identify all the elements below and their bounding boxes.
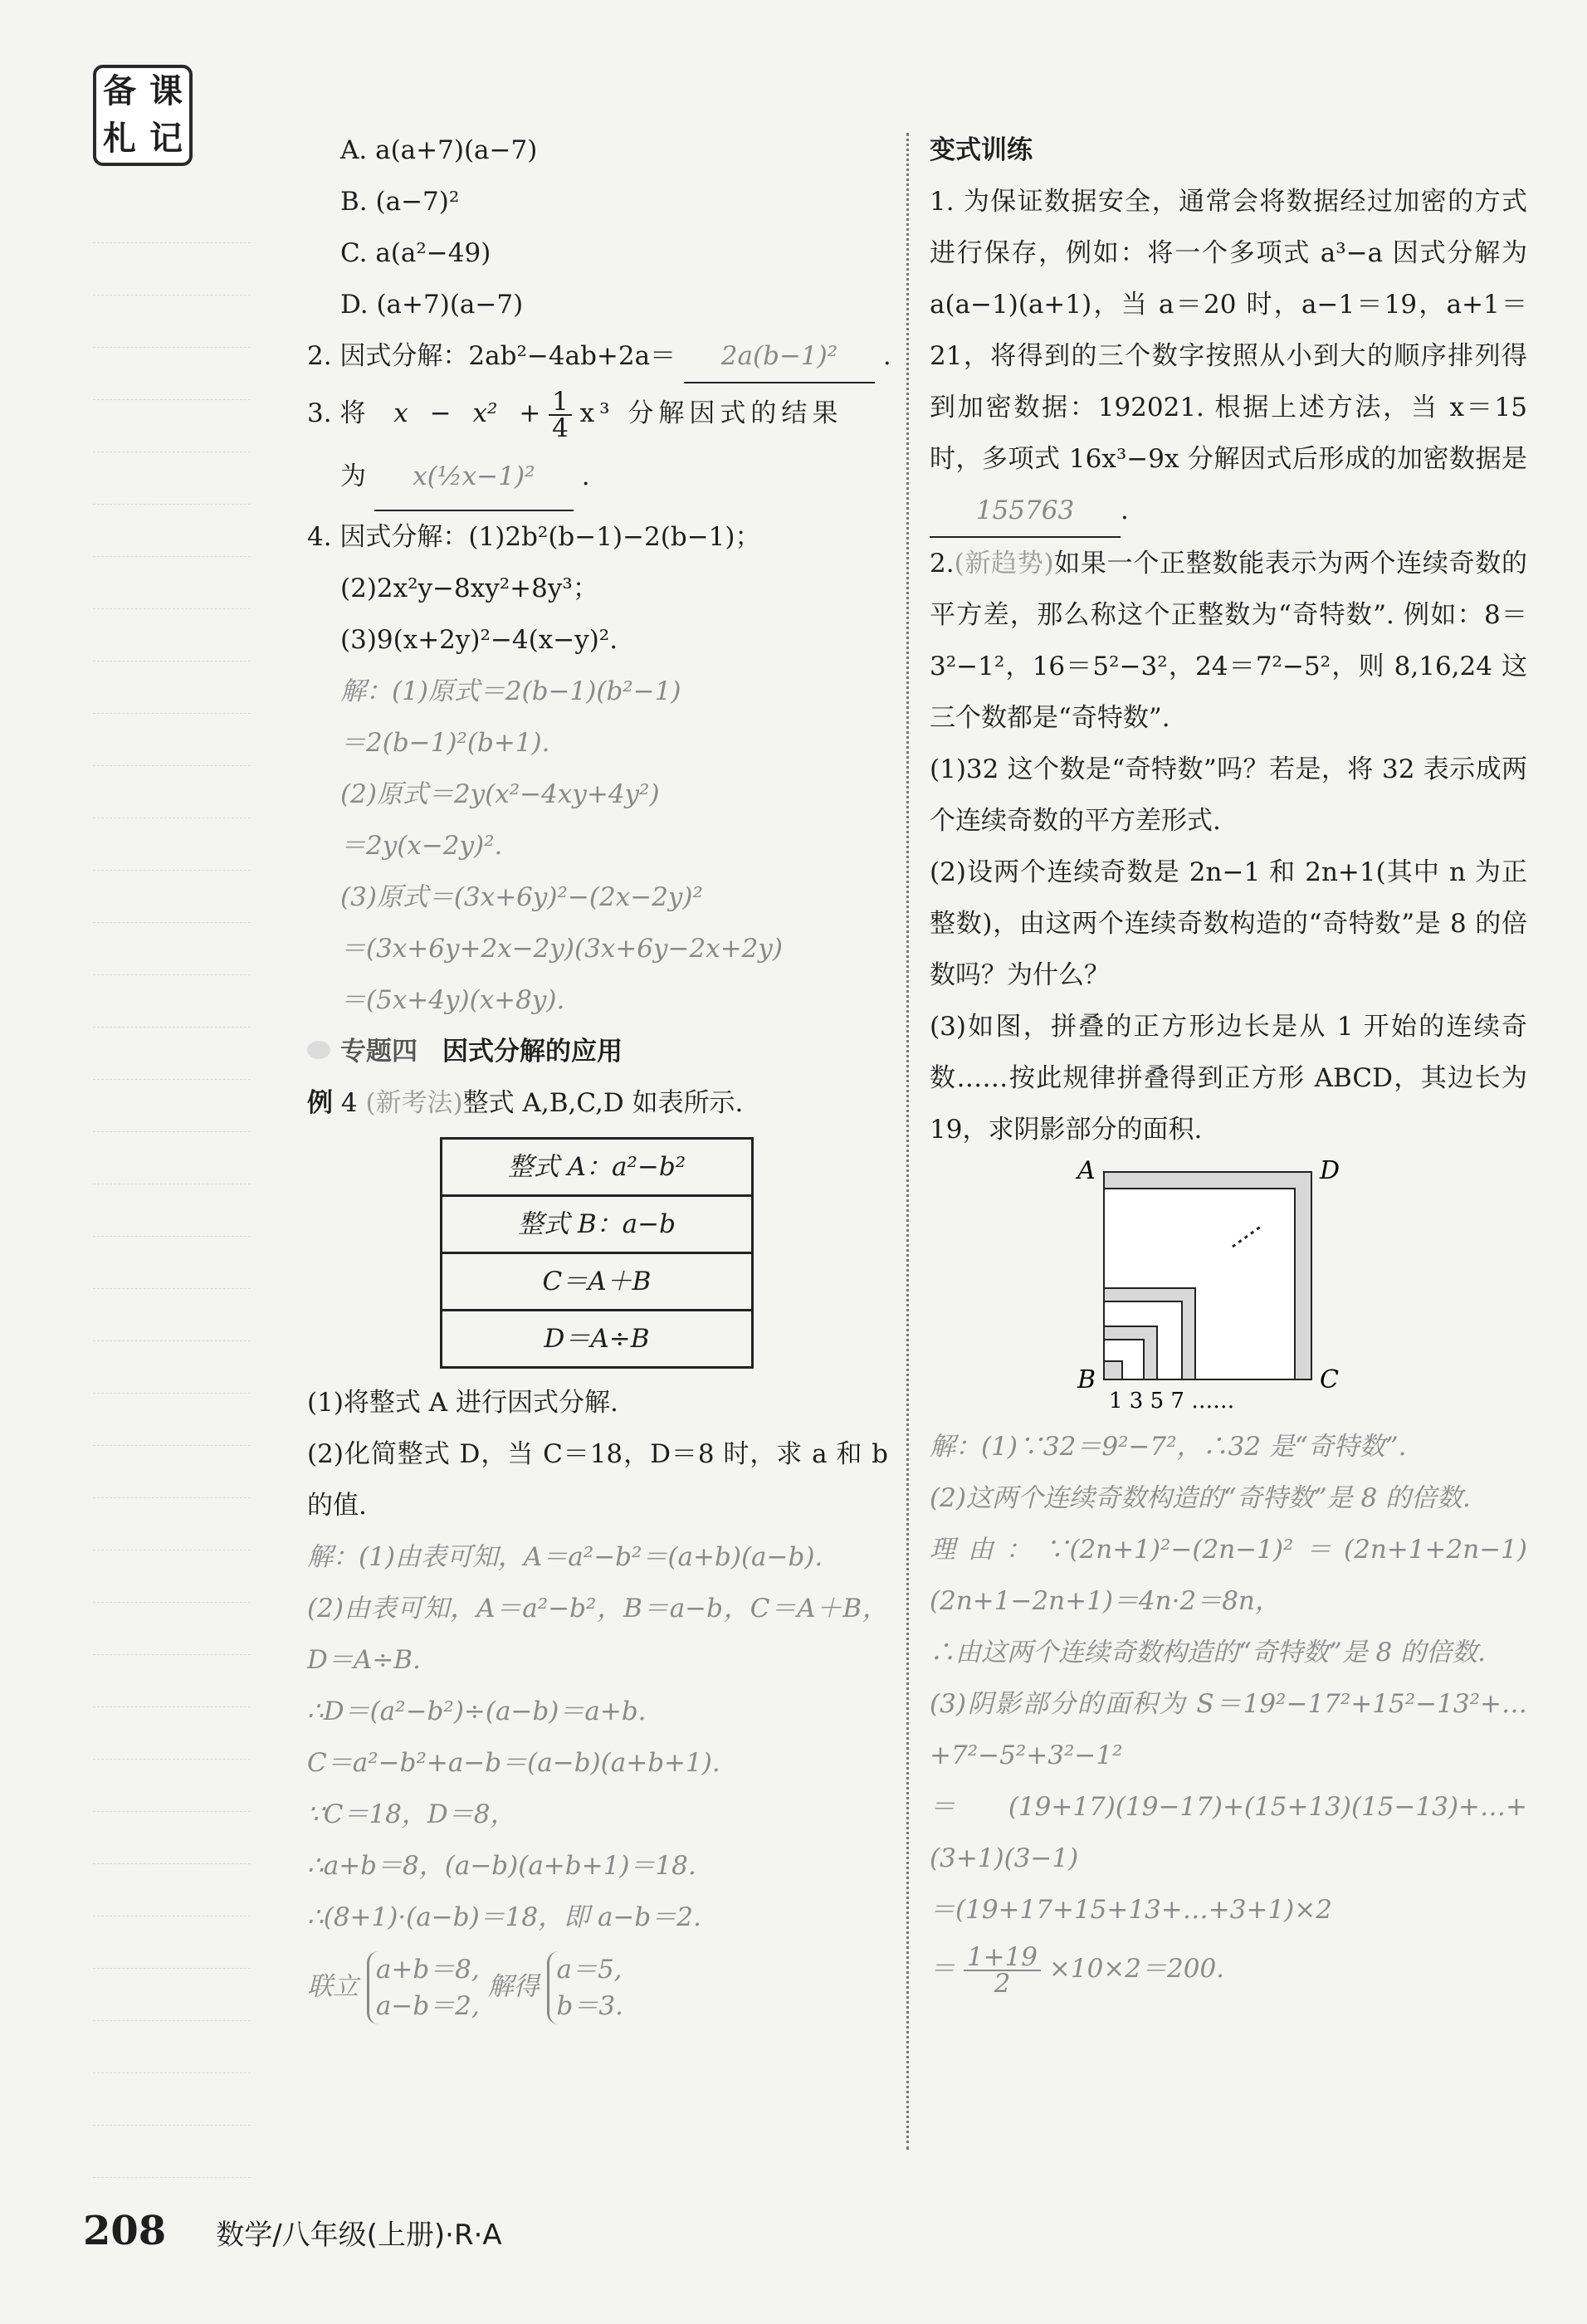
label-b: B [1077, 1365, 1096, 1394]
solution-line: ∵C＝18，D＝8， [307, 1799, 516, 1829]
example-label: 例 [307, 1088, 333, 1118]
variant-question-2-part-1: (1)32 这个数是“奇特数”吗？若是，将 32 表示成两个连续奇数的平方差形式. [930, 754, 1527, 836]
solution-line: (2)由表可知，A＝a²−b²，B＝a−b，C＝A＋B，D＝A÷B. [307, 1594, 888, 1675]
solution-line: ＝(19+17)(19−17)+(15+13)(15−13)+…+(3+1)(3−1) [930, 1792, 1527, 1873]
label-c: C [1320, 1365, 1339, 1394]
solution-line: ∴(8+1)·(a−b)＝18，即 a−b＝2. [307, 1902, 701, 1932]
solution-line: ＝2y(x−2y)². [340, 831, 503, 861]
question-tag: (新趋势) [954, 549, 1054, 579]
fraction-numerator: 1+19 [964, 1945, 1041, 1971]
system-solution [307, 1951, 888, 2024]
period: . [882, 341, 891, 371]
fraction-denominator: 2 [994, 1968, 1011, 1999]
square-1 [1104, 1361, 1122, 1379]
equation: a−b＝2, [375, 1991, 480, 2021]
final-answer-rest: ×10×2＝200. [1048, 1954, 1225, 1984]
section-heading: 变式训练 [930, 135, 1033, 165]
note-lines [93, 191, 251, 2178]
variant-question-1-text: 1. 为保证数据安全，通常会将数据经过加密的方式进行保存，例如：将一个多项式 a³−a 因式分解为 a(a−1)(a+1)，当 a＝20 时，a−1＝19，a+1＝21，将得到的三个数字按照从小到大的顺序排列得到加密数据：192021. 根据上述方法，当 x＝15 时，多项式 16x³−9x 分解因式后形成的加密数据是 [930, 187, 1527, 474]
example-number: 4 [340, 1088, 358, 1118]
fraction-numerator: 1 [549, 389, 572, 416]
sequence-label: 1 3 5 7 …… [1109, 1389, 1235, 1413]
lianli-text: 联立 [307, 1971, 359, 2002]
question-2 [307, 330, 891, 383]
page-number: 208 [83, 2208, 167, 2254]
question-4-part-3: (3)9(x+2y)²−4(x−y)². [340, 625, 618, 655]
solution-line: C＝a²−b²+a−b＝(a−b)(a+b+1). [307, 1748, 720, 1778]
equals: ＝ [930, 1954, 955, 1984]
notes-badge [93, 65, 193, 166]
right-column [930, 124, 1527, 2002]
table-cell: 整式 A：a²−b² [442, 1139, 753, 1196]
example-text: 整式 A,B,C,D 如表所示. [462, 1088, 744, 1118]
question-number: 2. [930, 549, 955, 579]
example-4-q1: (1)将整式 A 进行因式分解. [307, 1388, 618, 1418]
label-a: A [1077, 1156, 1096, 1185]
solution-line: ＝(3x+6y+2x−2y)(3x+6y−2x+2y) [340, 934, 783, 964]
solution-line: 理由：∵(2n+1)²−(2n−1)²＝(2n+1+2n−1)(2n+1−2n+1)＝4n·2＝8n， [930, 1535, 1527, 1616]
book-title: 数学/八年级(上册)·R·A [216, 2219, 502, 2252]
label-d: D [1320, 1156, 1340, 1185]
badge-char: 备 [103, 72, 136, 110]
period: . [581, 461, 590, 491]
equation-system [367, 1951, 480, 2024]
page-footer [83, 2208, 502, 2254]
variant-question-2 [930, 538, 1527, 744]
example-4-q2: (2)化简整式 D，当 C＝18，D＝8 时，求 a 和 b 的值. [307, 1439, 888, 1521]
final-answer [930, 1936, 1527, 2002]
topic-title: 因式分解的应用 [442, 1037, 623, 1067]
example-4 [307, 1077, 888, 1129]
solution-line: 解：(1)∵32＝9²−7²，∴32 是“奇特数”. [930, 1432, 1407, 1462]
solution-line: (2)原式＝2y(x²−4xy+4y²) [340, 779, 660, 809]
solution-line: ∴由这两个连续奇数构造的“奇特数”是 8 的倍数. [930, 1638, 1486, 1667]
fraction [964, 1941, 1041, 1999]
solution-line: (3)原式＝(3x+6y)²−(2x−2y)² [340, 882, 703, 912]
badge-char: 记 [149, 120, 183, 158]
solution-line: (3)阴影部分的面积为 S＝19²−17²+15²−13²+…+7²−5²+3²−1² [930, 1689, 1527, 1770]
polynomial-table [440, 1137, 754, 1369]
solution-line: 解：(1)原式＝2(b−1)(b²−1) [340, 676, 681, 706]
equation: a+b＝8, [375, 1955, 480, 1985]
fraction [549, 386, 572, 443]
solution-line: ＝(5x+4y)(x+8y). [340, 985, 565, 1015]
result-system [547, 1951, 623, 2024]
solution-line: ∴D＝(a²−b²)÷(a−b)＝a+b. [307, 1697, 647, 1726]
question-4-part-2: (2)2x²y−8xy²+8y³； [340, 574, 598, 603]
badge-char: 课 [149, 72, 183, 110]
variant-question-2-part-3: (3)如图，拼叠的正方形边长是从 1 开始的连续奇数……按此规律拼叠得到正方形 ABCD，其边长为 19，求阴影部分的面积. [930, 1012, 1527, 1145]
column-divider [906, 133, 909, 2150]
badge-char: 札 [103, 120, 136, 158]
solution-line: ＝(19+17+15+13+…+3+1)×2 [930, 1895, 1332, 1925]
topic-badge: 专题四 [307, 1026, 418, 1077]
question-3-text-cont: x³ 分解因式的结果 [579, 398, 843, 428]
period: . [1121, 496, 1129, 525]
result: a＝5, [556, 1955, 623, 1985]
solution-line: ∴a+b＝8，(a−b)(a+b+1)＝18. [307, 1851, 696, 1881]
question-3-text: 3. 将 [307, 398, 366, 428]
left-column [307, 124, 891, 2024]
fraction-denominator: 4 [552, 413, 569, 443]
variant-question-1 [930, 176, 1527, 538]
question-2-text: 2. 因式分解：2ab²−4ab+2a＝ [307, 341, 676, 371]
question-3-answer: x(½x−1)² [374, 443, 574, 511]
solution-line: (2)这两个连续奇数构造的“奇特数”是 8 的倍数. [930, 1483, 1471, 1513]
jiede-text: 解得 [487, 1971, 540, 2002]
question-3-expr: x − x² + [393, 398, 541, 428]
stacked-squares-figure [1071, 1155, 1527, 1454]
option-c: C. a(a²−49) [340, 238, 491, 268]
option-a: A. a(a+7)(a−7) [340, 135, 538, 165]
question-2-answer: 2a(b−1)² [684, 330, 875, 383]
table-cell: C＝A＋B [442, 1253, 753, 1311]
solution-line: 解：(1)由表可知，A＝a²−b²＝(a+b)(a−b). [307, 1542, 823, 1572]
question-3 [307, 383, 888, 443]
topic-heading [307, 1026, 888, 1077]
squares-diagram [1071, 1155, 1419, 1454]
variant-question-1-answer: 155763 [930, 485, 1121, 538]
example-tag: (新考法) [365, 1088, 463, 1118]
table-cell: D＝A÷B [442, 1311, 753, 1368]
variant-question-2-text: 如果一个正整数能表示为两个连续奇数的平方差，那么称这个正整数为“奇特数”. 例如：8＝3²−1²，16＝5²−3²，24＝7²−5²，则 8,16,24 这三个数都是“奇特数”. [930, 549, 1527, 733]
question-3-answer-line [307, 443, 888, 511]
question-3-wei: 为 [340, 461, 366, 491]
option-d: D. (a+7)(a−7) [340, 290, 524, 320]
option-b: B. (a−7)² [340, 187, 460, 217]
solution-line: ＝2(b−1)²(b+1). [340, 728, 550, 758]
question-4-title: 4. 因式分解：(1)2b²(b−1)−2(b−1)； [307, 522, 761, 552]
result: b＝3. [556, 1991, 623, 2021]
table-cell: 整式 B：a−b [442, 1196, 753, 1253]
variant-question-2-part-2: (2)设两个连续奇数是 2n−1 和 2n+1(其中 n 为正整数)，由这两个连续奇数构造的“奇特数”是 8 的倍数吗？为什么？ [930, 857, 1527, 990]
